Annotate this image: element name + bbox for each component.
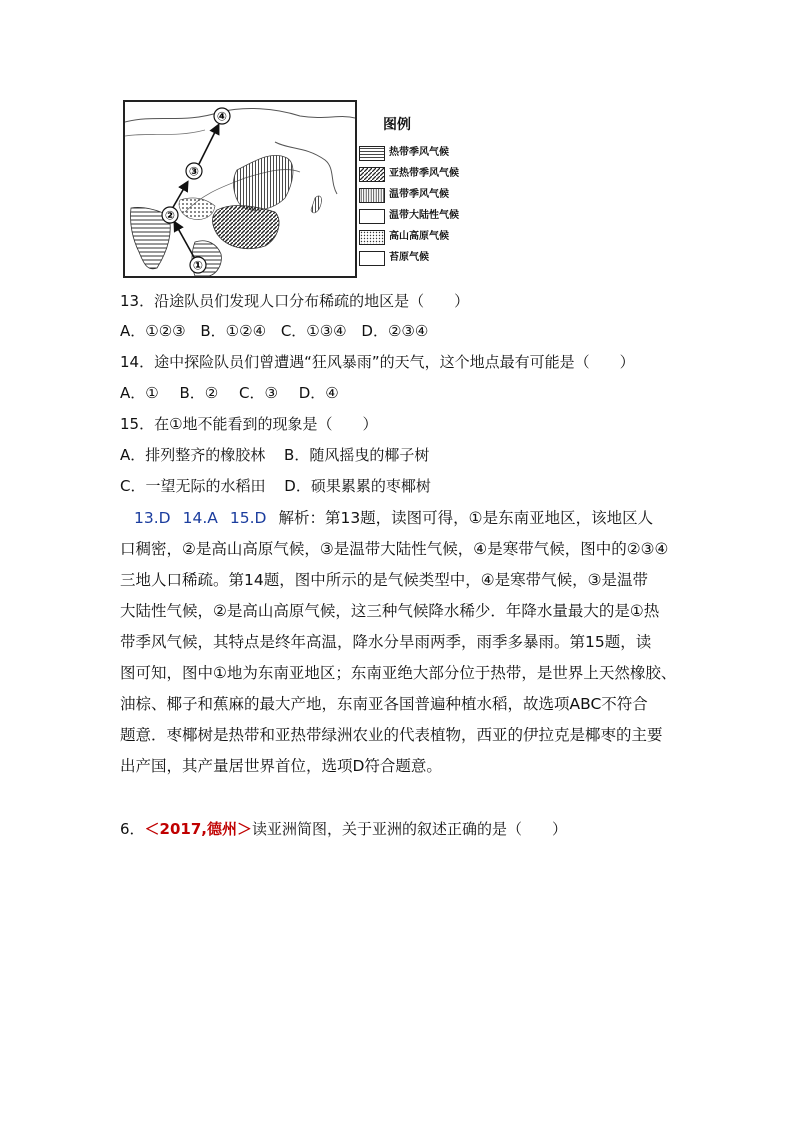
explanation-text: 解析：第13题，读图可得，①是东南亚地区，该地区人 bbox=[278, 509, 654, 527]
option-d: D．硕果累累的枣椰树 bbox=[284, 477, 431, 495]
option-c: C．③ bbox=[239, 384, 278, 402]
explanation-line: 三地人口稀疏。第14题，图中所示的是气候类型中，④是寒带气候，③是温带 bbox=[120, 571, 649, 589]
answer-key-14: 14.A bbox=[182, 509, 218, 527]
question-15-stem: 15．在①地不能看到的现象是（ ） bbox=[120, 415, 378, 433]
option-b: B．② bbox=[179, 384, 219, 402]
answer-key-15: 15.D bbox=[229, 509, 267, 527]
option-b: B．随风摇曳的椰子树 bbox=[284, 446, 430, 464]
option-b: B．①②④ bbox=[200, 322, 267, 340]
option-a: A．① bbox=[120, 384, 159, 402]
explanation-line: 油棕、椰子和蕉麻的最大产地，东南亚各国普遍种植水稻，故选项ABC不符合 bbox=[120, 695, 648, 713]
legend-label: 高山高原气候 bbox=[389, 231, 449, 242]
marker-2 bbox=[162, 207, 178, 223]
legend-swatch bbox=[359, 230, 385, 245]
map-drawing bbox=[125, 102, 355, 276]
legend-swatch bbox=[359, 209, 385, 224]
question-13-options bbox=[120, 321, 438, 341]
question-14-options bbox=[120, 383, 349, 403]
option-a: A．①②③ bbox=[120, 322, 186, 340]
legend-title: 图例 bbox=[383, 117, 411, 133]
question-6-source: ＜2017,德州＞ bbox=[144, 820, 252, 838]
answer-explanation bbox=[120, 503, 680, 782]
option-a: A．排列整齐的橡胶林 bbox=[120, 446, 266, 464]
question-6 bbox=[120, 818, 567, 840]
explanation-line: 图可知，图中①地为东南亚地区；东南亚绝大部分位于热带，是世界上天然橡胶、 bbox=[120, 664, 677, 682]
legend-label: 热带季风气候 bbox=[389, 147, 449, 158]
answer-key-13: 13.D bbox=[134, 509, 171, 527]
climate-route-figure bbox=[123, 100, 469, 276]
question-14-stem: 14．途中探险队员们曾遭遇“狂风暴雨”的天气，这个地点最有可能是（ ） bbox=[120, 353, 635, 371]
option-d: D．④ bbox=[298, 384, 339, 402]
legend-label: 亚热带季风气候 bbox=[389, 168, 459, 179]
legend-swatch bbox=[359, 146, 385, 161]
explanation-line bbox=[120, 503, 680, 534]
marker-4-label: ④ bbox=[216, 109, 228, 124]
legend-label: 温带季风气候 bbox=[389, 189, 449, 200]
explanation-line: 大陆性气候，②是高山高原气候，这三种气候降水稀少．年降水量最大的是①热 bbox=[120, 602, 660, 620]
map-legend bbox=[359, 100, 469, 276]
explanation-line: 题意．枣椰树是热带和亚热带绿洲农业的代表植物，西亚的伊拉克是椰枣的主要 bbox=[120, 726, 663, 744]
explanation-line: 出产国，其产量居世界首位，选项D符合题意。 bbox=[120, 757, 442, 775]
option-c: C．①③④ bbox=[280, 322, 347, 340]
option-d: D．②③④ bbox=[361, 322, 429, 340]
marker-2-label: ② bbox=[164, 208, 176, 223]
marker-1 bbox=[190, 257, 206, 273]
legend-label: 温带大陆性气候 bbox=[389, 210, 459, 221]
option-c: C．一望无际的水稻田 bbox=[120, 477, 266, 495]
explanation-line: 口稠密，②是高山高原气候，③是温带大陆性气候，④是寒带气候，图中的②③④ bbox=[120, 540, 669, 558]
question-6-stem: 读亚洲简图，关于亚洲的叙述正确的是（ ） bbox=[252, 820, 568, 838]
question-15-options-row-1 bbox=[120, 445, 439, 465]
legend-label: 苔原气候 bbox=[389, 252, 429, 263]
marker-4 bbox=[214, 108, 230, 124]
question-6-number: 6． bbox=[120, 820, 145, 838]
question-13-stem: 13．沿途队员们发现人口分布稀疏的地区是（ ） bbox=[120, 292, 470, 310]
question-15-options-row-2 bbox=[120, 476, 441, 496]
legend-swatch bbox=[359, 251, 385, 266]
asia-climate-map bbox=[123, 100, 357, 278]
marker-1-label: ① bbox=[192, 258, 204, 273]
legend-swatch bbox=[359, 167, 385, 182]
legend-swatch bbox=[359, 188, 385, 203]
marker-3 bbox=[186, 163, 202, 179]
marker-3-label: ③ bbox=[188, 164, 200, 179]
explanation-line: 带季风气候，其特点是终年高温，降水分旱雨两季，雨季多暴雨。第15题，读 bbox=[120, 633, 652, 651]
